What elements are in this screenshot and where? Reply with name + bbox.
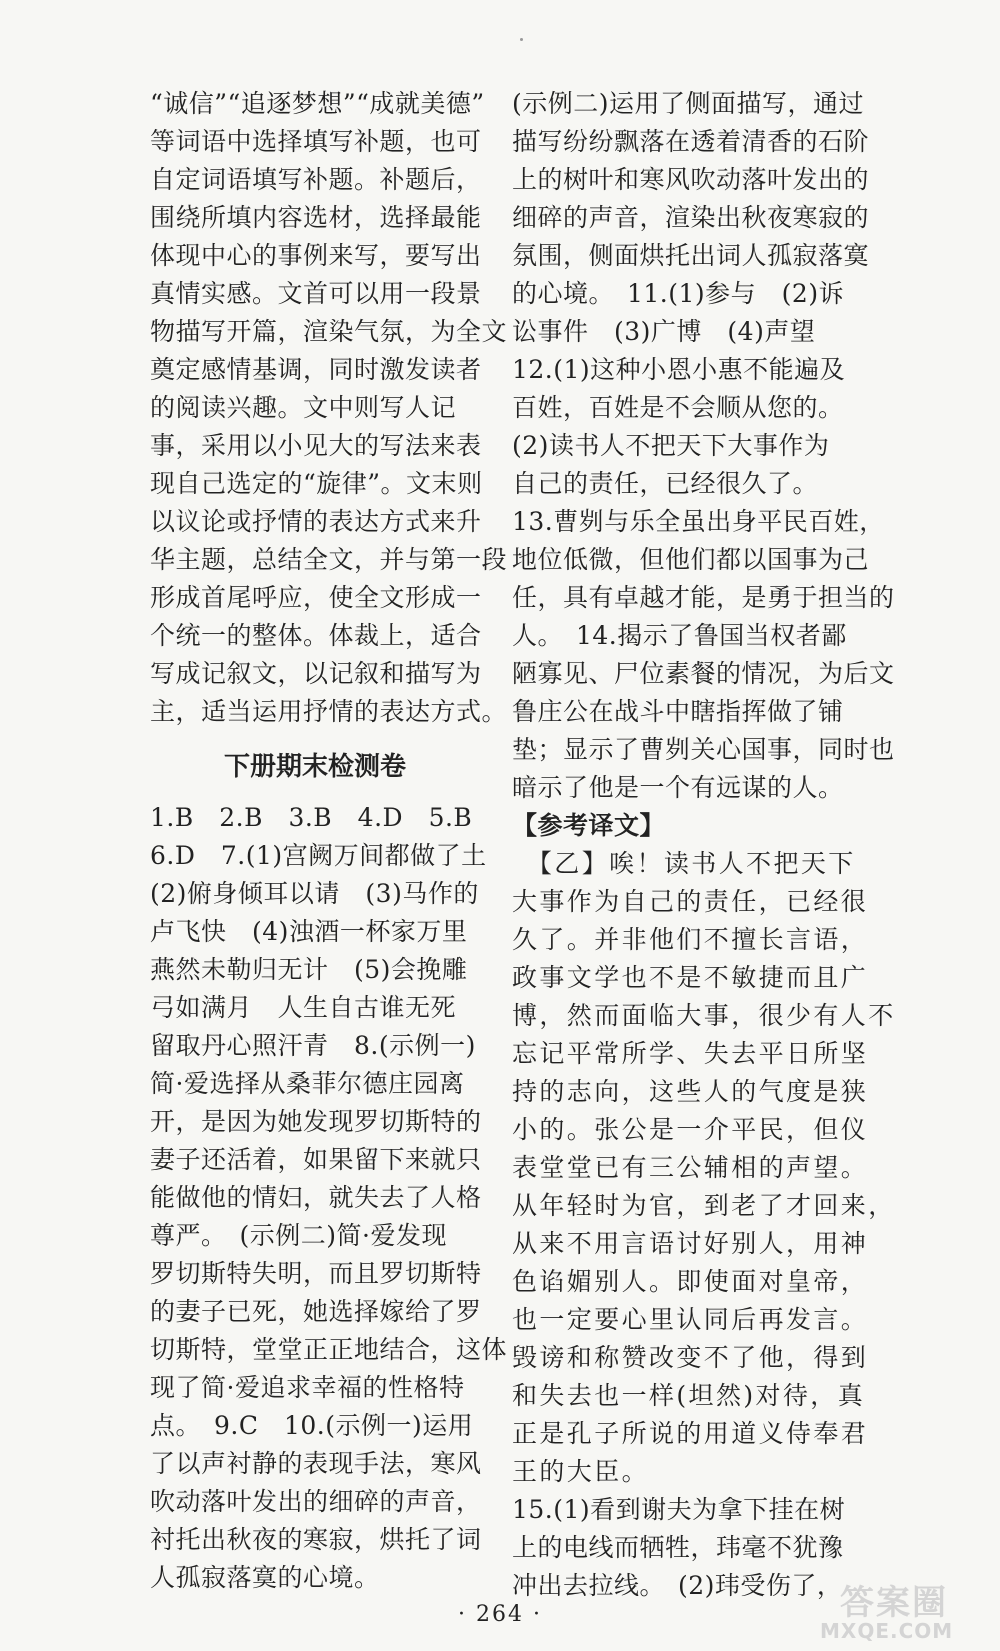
text-line: 大事作为自己的责任，已经很 [512,887,869,916]
text-line: 持的志向，这些人的气度是狭 [512,1077,869,1106]
text-line: 色谄媚别人。即使面对皇帝， [512,1267,869,1296]
text-line: 的心境。 11.(1)参与 (2)诉 [512,279,845,308]
answer-15-block [512,1491,857,1605]
text-line: 1.B 2.B 3.B 4.D 5.B [150,803,473,832]
text-line: 了以声衬静的表现手法，寒风 [150,1449,482,1478]
text-line: 陋寡见、尸位素餐的情况，为后文 [512,659,895,688]
text-line: 鲁庄公在战斗中瞎指挥做了铺 [512,697,844,726]
text-line: 等词语中选择填写补题，也可 [150,127,482,156]
text-line: 暗示了他是一个有远谋的人。 [512,773,844,802]
text-line: 人孤寂落寞的心境。 [150,1563,380,1592]
text-line: 华主题，总结全文，并与第一段 [150,545,508,574]
text-line: 点。 9.C 10.(示例一)运用 [150,1411,474,1440]
watermark-url: MXQE.COM [820,1619,954,1643]
text-line: 从年轻时为官，到老了才回来， [512,1191,896,1220]
text-line: 政事文学也不是不敏捷而且广 [512,963,869,992]
text-line: 6.D 7.(1)宫阙万间都做了土 [150,841,487,870]
text-line: 尊严。 (示例二)简·爱发现 [150,1221,447,1250]
text-line: 奠定感情基调，同时激发读者 [150,355,482,384]
text-line: 切斯特，堂堂正正地结合，这体 [150,1335,508,1364]
text-line: “诚信”“追逐梦想”“成就美德” [150,89,485,118]
text-line: 正是孔子所说的用道义侍奉君 [512,1419,869,1448]
text-line: 讼事件 (3)广博 (4)声望 [512,317,816,346]
text-line: 写成记叙文，以记叙和描写为 [150,659,482,688]
text-line: 上的树叶和寒风吹动落叶发出的 [512,165,870,194]
text-line: 上的电线而牺牲，玮毫不犹豫 [512,1533,844,1562]
text-line: 能做他的情妇，就失去了人格 [150,1183,482,1212]
text-line: 主，适当运用抒情的表达方式。 [150,697,508,726]
text-line: 久了。并非他们不擅长言语， [512,925,869,954]
text-line: 13.曹刿与乐全虽出身平民百姓， [512,507,885,536]
text-line: 自己的责任，已经很久了。 [512,469,819,498]
text-line: 燕然未勒归无计 (5)会挽雕 [150,955,468,984]
text-line: 的妻子已死，她选择嫁给了罗 [150,1297,482,1326]
text-line: 氛围，侧面烘托出词人孤寂落寞 [512,241,870,270]
text-line: 人。 14.揭示了鲁国当权者鄙 [512,621,847,650]
text-line: 罗切斯特失明，而且罗切斯特 [150,1259,482,1288]
answers-block [150,799,508,1597]
text-line: 忘记平常所学、失去平日所坚 [512,1039,869,1068]
text-line: 卢飞快 (4)浊酒一杯家万里 [150,917,468,946]
translation-heading: 【参考译文】 [512,811,666,840]
text-line: 表堂堂已有三公辅相的声望。 [512,1153,869,1182]
text-line: 百姓，百姓是不会顺从您的。 [512,393,844,422]
text-line: 现自己选定的“旋律”。文末则 [150,469,483,498]
text-line: 的阅读兴趣。文中则写人记 [150,393,457,422]
text-line: 弓如满月 人生自古谁无死 [150,993,457,1022]
translation-block [512,845,896,1491]
text-line: 现了简·爱追求幸福的性格特 [150,1373,465,1402]
text-line: 以议论或抒情的表达方式来升 [150,507,482,536]
text-line: 衬托出秋夜的寒寂，烘托了词 [150,1525,482,1554]
watermark-logo [820,1575,990,1647]
text-line: 垫；显示了曹刿关心国事，同时也 [512,735,895,764]
text-line: 个统一的整体。体裁上，适合 [150,621,482,650]
left-column [150,85,508,1597]
text-line: 任，具有卓越才能，是勇于担当的 [512,583,895,612]
text-line: 细碎的声音，渲染出秋夜寒寂的 [512,203,870,232]
text-line: 也一定要心里认同后再发言。 [512,1305,869,1334]
text-line: 从来不用言语讨好别人，用神 [512,1229,869,1258]
right-column [512,85,896,1605]
text-line: 和失去也一样(坦然)对待，真 [512,1381,866,1410]
text-line: 【乙】唉！读书人不把天下 [512,849,856,878]
text-line: 事，采用以小见大的写法来表 [150,431,482,460]
text-line: 体现中心的事例来写，要写出 [150,241,482,270]
text-line: 真情实感。文首可以用一段景 [150,279,482,308]
text-line: 王的大臣。 [512,1457,650,1486]
text-line: 开，是因为她发现罗切斯特的 [150,1107,482,1136]
text-line: 15.(1)看到谢夫为拿下挂在树 [512,1495,846,1524]
text-line: (示例二)运用了侧面描写，通过 [512,89,865,118]
text-line: 围绕所填内容选材，选择最能 [150,203,482,232]
answers-continued-block [512,85,895,807]
text-line: 博，然而面临大事，很少有人不 [512,1001,896,1030]
text-line: 吹动落叶发出的细碎的声音， [150,1487,482,1516]
text-line: 妻子还活着，如果留下来就只 [150,1145,482,1174]
text-line: 小的。张公是一介平民，但仪 [512,1115,869,1144]
text-line: 物描写开篇，渲染气氛，为全文 [150,317,508,346]
text-line: (2)读书人不把天下大事作为 [512,431,830,460]
text-line: 留取丹心照汗青 8.(示例一) [150,1031,476,1060]
page-number: · 264 · [458,1602,542,1627]
text-line: 形成首尾呼应，使全文形成一 [150,583,482,612]
watermark-text: 答案圈 [840,1583,948,1623]
text-line: 地位低微，但他们都以国事为己 [512,545,870,574]
text-line: 冲出去拉线。 (2)玮受伤了， [512,1571,843,1600]
text-line: (2)俯身倾耳以请 (3)马作的 [150,879,479,908]
page-dot [520,38,523,41]
text-line: 12.(1)这种小恩小惠不能遍及 [512,355,846,384]
text-line: 简·爱选择从桑菲尔德庄园离 [150,1069,465,1098]
text-line: 自定词语填写补题。补题后， [150,165,482,194]
section-title: 下册期末检测卷 [223,752,406,782]
essay-guidance-block [150,85,508,731]
text-line: 描写纷纷飘落在透着清香的石阶 [512,127,870,156]
text-line: 毁谤和称赞改变不了他，得到 [512,1343,869,1372]
